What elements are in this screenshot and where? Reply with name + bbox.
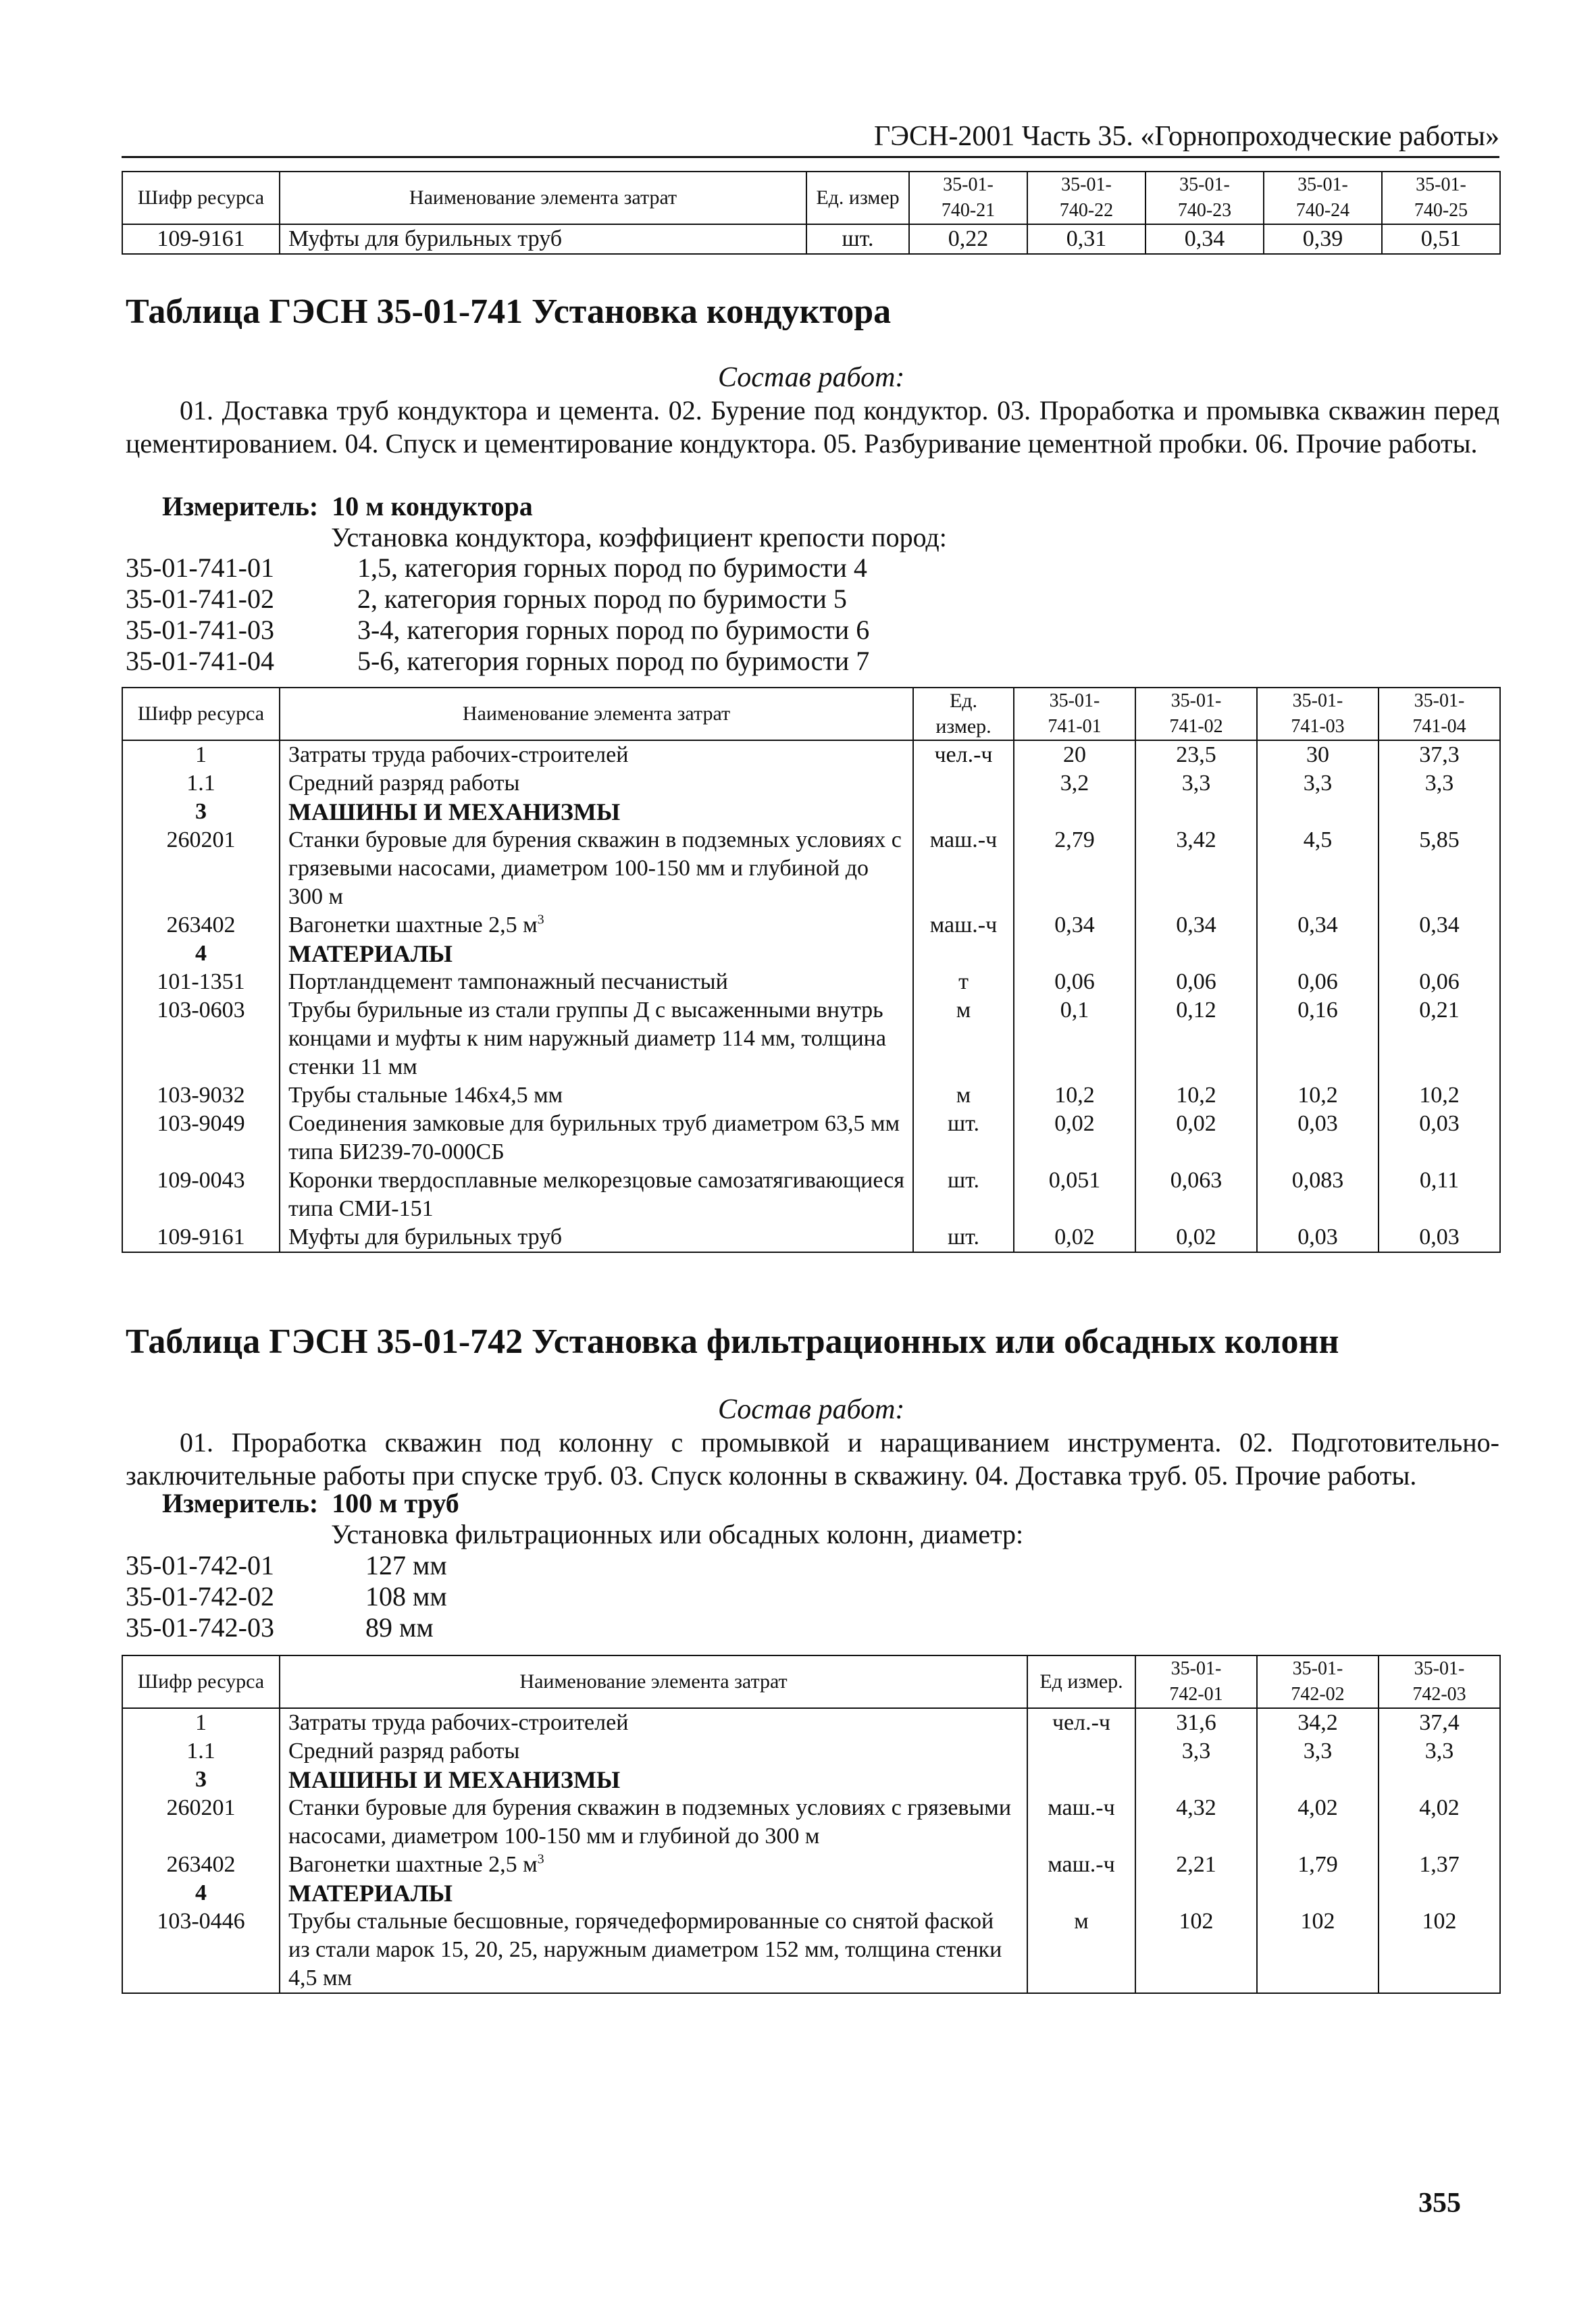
value-cell — [1135, 940, 1257, 968]
table-row — [122, 1110, 1500, 1166]
header-name: Наименование элемента затрат — [280, 172, 806, 224]
header-unit: Ед. измер — [806, 172, 909, 224]
unit-cell — [1027, 1737, 1135, 1766]
resource-code: 109-9161 — [122, 224, 280, 254]
resource-name-text: Соединения замковые для бурильных труб диаметром 63,5 мм типа БИ239-70-000СБ — [288, 1111, 900, 1164]
value-cell: 10,2 — [1379, 1081, 1500, 1110]
resource-name-text: Средний разряд работы — [288, 1739, 520, 1764]
value-cell: 0,11 — [1379, 1166, 1500, 1223]
variant-code: 35-01-741-03 — [126, 615, 274, 645]
resource-code: 1 — [122, 740, 280, 769]
resource-name-text: Трубы бурильные из стали группы Д с высаженными внутрь концами и муфты к ним наружный диаметр 114 мм, толщина стенки 11 мм — [288, 998, 886, 1079]
resource-name-text: Станки буровые для бурения скважин в подземных условиях с грязевыми насосами, диаметром 100-150 мм и глубиной до 300 м — [288, 1795, 1012, 1849]
resource-code: 3 — [122, 798, 280, 826]
measurer-line — [162, 1487, 459, 1519]
resource-code: 103-9032 — [122, 1081, 280, 1110]
table-row — [122, 1907, 1500, 1993]
resource-name-text: Вагонетки шахтные 2,5 м — [288, 1852, 538, 1877]
value-cell: 0,06 — [1135, 968, 1257, 996]
header-variant: 35-01- 741-01 — [1014, 688, 1135, 740]
resource-table-740-continuation — [122, 171, 1501, 255]
resource-name — [280, 968, 913, 996]
resource-name — [280, 1737, 1027, 1766]
table-row — [122, 911, 1500, 940]
value-cell — [1257, 940, 1379, 968]
unit-cell — [1027, 1766, 1135, 1794]
resource-code: 101-1351 — [122, 968, 280, 996]
value-cell — [1135, 798, 1257, 826]
value-cell: 34,2 — [1257, 1708, 1379, 1737]
resource-name — [280, 826, 913, 911]
value-cell: 0,16 — [1257, 996, 1379, 1081]
header-variant: 35-01- 742-01 — [1135, 1655, 1257, 1708]
resource-name-text: Портландцемент тампонажный песчанистый — [288, 969, 728, 994]
page-number: 355 — [1418, 2188, 1461, 2219]
value-cell: 37,4 — [1379, 1708, 1500, 1737]
value-cell: 3,3 — [1257, 769, 1379, 798]
table-row — [122, 740, 1500, 769]
resource-name-text: МАШИНЫ И МЕХАНИЗМЫ — [288, 1766, 621, 1793]
resource-name — [280, 769, 913, 798]
value-cell: 0,02 — [1014, 1223, 1135, 1252]
resource-name — [280, 1708, 1027, 1737]
header-variant: 35-01- 740-25 — [1382, 172, 1500, 224]
unit-cell: чел.-ч — [1027, 1708, 1135, 1737]
resource-name-text: Затраты труда рабочих-строителей — [288, 1710, 629, 1735]
value-cell: 0,03 — [1379, 1223, 1500, 1252]
header-code: Шифр ресурса — [122, 688, 280, 740]
value-cell: 4,02 — [1257, 1794, 1379, 1851]
measurer-value: 10 м кондуктора — [332, 491, 533, 521]
variant-desc: 3-4, категория горных пород по буримости 6 — [357, 615, 870, 645]
resource-code: 263402 — [122, 911, 280, 940]
value-cell: 0,34 — [1145, 224, 1264, 254]
table-row — [122, 996, 1500, 1081]
value-cell: 0,12 — [1135, 996, 1257, 1081]
resource-name — [280, 798, 913, 826]
resource-name — [280, 1851, 1027, 1879]
value-cell: 0,02 — [1135, 1223, 1257, 1252]
resource-code: 260201 — [122, 826, 280, 911]
value-cell — [1014, 798, 1135, 826]
value-cell: 4,5 — [1257, 826, 1379, 911]
resource-name — [280, 1081, 913, 1110]
value-cell: 0,34 — [1379, 911, 1500, 940]
value-cell: 0,51 — [1382, 224, 1500, 254]
section-row — [122, 798, 1500, 826]
value-cell: 0,051 — [1014, 1166, 1135, 1223]
table-row — [122, 769, 1500, 798]
variant-desc: 5-6, категория горных пород по буримости 7 — [357, 646, 870, 676]
table-row — [122, 1708, 1500, 1737]
resource-code: 260201 — [122, 1794, 280, 1851]
value-cell: 0,06 — [1257, 968, 1379, 996]
variant-desc: 127 мм — [365, 1550, 447, 1580]
resource-code: 263402 — [122, 1851, 280, 1879]
variant-heading: Установка фильтрационных или обсадных колонн, диаметр: — [331, 1519, 1024, 1549]
header-unit: Ед измер. — [1027, 1655, 1135, 1708]
resource-code: 3 — [122, 1766, 280, 1794]
value-cell: 10,2 — [1014, 1081, 1135, 1110]
resource-code: 103-0446 — [122, 1907, 280, 1993]
header-variant: 35-01- 741-04 — [1379, 688, 1500, 740]
value-cell: 0,03 — [1257, 1110, 1379, 1166]
value-cell: 3,42 — [1135, 826, 1257, 911]
composition-heading: Состав работ: — [718, 362, 905, 393]
header-variant: 35-01- 740-21 — [909, 172, 1027, 224]
value-cell — [1135, 1879, 1257, 1907]
value-cell: 31,6 — [1135, 1708, 1257, 1737]
table-row — [122, 1081, 1500, 1110]
value-cell: 3,3 — [1257, 1737, 1379, 1766]
value-cell: 0,02 — [1135, 1110, 1257, 1166]
header-variant: 35-01- 740-22 — [1027, 172, 1145, 224]
variant-code: 35-01-741-01 — [126, 552, 274, 583]
value-cell: 3,3 — [1135, 769, 1257, 798]
variant-desc: 1,5, категория горных пород по буримости 4 — [357, 552, 867, 583]
composition-heading: Состав работ: — [718, 1394, 905, 1425]
resource-code: 103-0603 — [122, 996, 280, 1081]
value-cell: 4,32 — [1135, 1794, 1257, 1851]
unit-cell: шт. — [806, 224, 909, 254]
value-cell: 30 — [1257, 740, 1379, 769]
superscript: 3 — [537, 1851, 544, 1867]
resource-name — [280, 1794, 1027, 1851]
value-cell: 102 — [1257, 1907, 1379, 1993]
resource-code: 4 — [122, 1879, 280, 1907]
resource-table-742 — [122, 1655, 1501, 1994]
resource-code: 1.1 — [122, 1737, 280, 1766]
header-variant: 35-01- 740-24 — [1264, 172, 1382, 224]
value-cell: 10,2 — [1257, 1081, 1379, 1110]
value-cell: 0,39 — [1264, 224, 1382, 254]
unit-cell — [913, 769, 1014, 798]
value-cell — [1379, 798, 1500, 826]
unit-cell: м — [913, 1081, 1014, 1110]
section-row — [122, 1879, 1500, 1907]
variant-heading: Установка кондуктора, коэффициент крепости пород: — [331, 522, 947, 552]
header-code: Шифр ресурса — [122, 172, 280, 224]
value-cell: 23,5 — [1135, 740, 1257, 769]
unit-cell: шт. — [913, 1166, 1014, 1223]
table-row — [122, 1794, 1500, 1851]
table-742-title: Таблица ГЭСН 35-01-742 Установка фильтрационных или обсадных колонн — [126, 1322, 1339, 1361]
resource-name — [280, 911, 913, 940]
value-cell: 20 — [1014, 740, 1135, 769]
resource-name-text: МАШИНЫ И МЕХАНИЗМЫ — [288, 798, 621, 825]
value-cell: 3,3 — [1379, 1737, 1500, 1766]
header-variant: 35-01- 742-02 — [1257, 1655, 1379, 1708]
measurer-label: Измеритель: — [162, 1488, 319, 1518]
value-cell: 1,37 — [1379, 1851, 1500, 1879]
value-cell: 3,3 — [1379, 769, 1500, 798]
resource-name — [280, 1110, 913, 1166]
resource-name — [280, 740, 913, 769]
variant-code: 35-01-742-02 — [126, 1581, 274, 1612]
resource-name-text: Вагонетки шахтные 2,5 м — [288, 912, 538, 937]
resource-name-text: МАТЕРИАЛЫ — [288, 940, 453, 967]
resource-name — [280, 1879, 1027, 1907]
value-cell — [1257, 1766, 1379, 1794]
resource-name — [280, 1223, 913, 1252]
composition-text: 01. Проработка скважин под колонну с промывкой и наращиванием инструмента. 02. Подготовительно-заключительные работы при спуске труб. 03. Спуск колонны в скважину. 04. Доставка труб. 05. Прочие работы. — [126, 1427, 1499, 1491]
unit-cell: маш.-ч — [913, 826, 1014, 911]
value-cell — [1257, 798, 1379, 826]
variant-code: 35-01-742-01 — [126, 1550, 274, 1580]
header-code: Шифр ресурса — [122, 1655, 280, 1708]
value-cell: 5,85 — [1379, 826, 1500, 911]
value-cell: 0,06 — [1379, 968, 1500, 996]
table-row — [122, 1223, 1500, 1252]
resource-name-text: Муфты для бурильных труб — [288, 226, 563, 251]
value-cell: 3,3 — [1135, 1737, 1257, 1766]
value-cell: 10,2 — [1135, 1081, 1257, 1110]
variant-desc: 2, категория горных пород по буримости 5 — [357, 584, 847, 614]
unit-cell: маш.-ч — [1027, 1851, 1135, 1879]
unit-cell — [913, 940, 1014, 968]
resource-table-741 — [122, 687, 1501, 1253]
value-cell: 0,22 — [909, 224, 1027, 254]
variant-code: 35-01-742-03 — [126, 1612, 274, 1643]
value-cell: 0,063 — [1135, 1166, 1257, 1223]
unit-cell: м — [913, 996, 1014, 1081]
header-variant: 35-01- 741-03 — [1257, 688, 1379, 740]
resource-name — [280, 996, 913, 1081]
value-cell: 3,2 — [1014, 769, 1135, 798]
header-rule — [122, 156, 1499, 158]
value-cell: 2,21 — [1135, 1851, 1257, 1879]
measurer-label: Измеритель: — [162, 491, 319, 521]
header-unit: Ед. измер. — [913, 688, 1014, 740]
header-variant: 35-01- 742-03 — [1379, 1655, 1500, 1708]
value-cell: 0,1 — [1014, 996, 1135, 1081]
table-row — [122, 968, 1500, 996]
value-cell: 0,03 — [1379, 1110, 1500, 1166]
resource-name — [280, 1907, 1027, 1993]
table-row — [122, 1166, 1500, 1223]
section-row — [122, 940, 1500, 968]
variant-code: 35-01-741-02 — [126, 584, 274, 614]
value-cell: 0,06 — [1014, 968, 1135, 996]
unit-cell — [913, 798, 1014, 826]
value-cell: 0,083 — [1257, 1166, 1379, 1223]
value-cell — [1135, 1766, 1257, 1794]
unit-cell: маш.-ч — [913, 911, 1014, 940]
resource-code: 109-9161 — [122, 1223, 280, 1252]
value-cell — [1014, 940, 1135, 968]
unit-cell: шт. — [913, 1110, 1014, 1166]
unit-cell: шт. — [913, 1223, 1014, 1252]
variant-code: 35-01-741-04 — [126, 646, 274, 676]
value-cell: 102 — [1135, 1907, 1257, 1993]
table-row — [122, 224, 1500, 254]
value-cell — [1379, 1766, 1500, 1794]
section-row — [122, 1766, 1500, 1794]
resource-code: 109-0043 — [122, 1166, 280, 1223]
value-cell — [1257, 1879, 1379, 1907]
running-header: ГЭСН-2001 Часть 35. «Горнопроходческие работы» — [874, 121, 1499, 152]
value-cell: 0,02 — [1014, 1110, 1135, 1166]
value-cell: 102 — [1379, 1907, 1500, 1993]
resource-code: 4 — [122, 940, 280, 968]
resource-name — [280, 1766, 1027, 1794]
table-row — [122, 1737, 1500, 1766]
resource-name — [280, 1166, 913, 1223]
value-cell — [1379, 1879, 1500, 1907]
header-name: Наименование элемента затрат — [280, 688, 913, 740]
resource-code: 1 — [122, 1708, 280, 1737]
resource-code: 1.1 — [122, 769, 280, 798]
value-cell — [1379, 940, 1500, 968]
unit-cell: т — [913, 968, 1014, 996]
value-cell: 0,31 — [1027, 224, 1145, 254]
variant-desc: 89 мм — [365, 1612, 434, 1643]
measurer-value: 100 м труб — [332, 1488, 459, 1518]
resource-name-text: Затраты труда рабочих-строителей — [288, 742, 629, 767]
header-name: Наименование элемента затрат — [280, 1655, 1027, 1708]
variant-desc: 108 мм — [365, 1581, 447, 1612]
resource-code: 103-9049 — [122, 1110, 280, 1166]
value-cell: 0,34 — [1135, 911, 1257, 940]
value-cell: 37,3 — [1379, 740, 1500, 769]
value-cell: 0,21 — [1379, 996, 1500, 1081]
superscript: 3 — [537, 912, 544, 927]
composition-text: 01. Доставка труб кондуктора и цемента. 02. Бурение под кондуктор. 03. Проработка и промывка скважин перед цементированием. 04. Спуск и цементирование кондуктора. 05. Разбуривание цементной пробки. 06. Прочие работы. — [126, 395, 1499, 459]
value-cell: 2,79 — [1014, 826, 1135, 911]
header-variant: 35-01- 741-02 — [1135, 688, 1257, 740]
header-variant: 35-01- 740-23 — [1145, 172, 1264, 224]
resource-name-text: Трубы стальные 146х4,5 мм — [288, 1083, 563, 1108]
resource-name-text: Трубы стальные бесшовные, горячедеформированные со снятой фаской из стали марок 15, 20, 25, наружным диаметром 152 мм, толщина стенки 4,5 мм — [288, 1909, 1002, 1990]
resource-name — [280, 940, 913, 968]
unit-cell: чел.-ч — [913, 740, 1014, 769]
resource-name — [280, 224, 806, 254]
resource-name-text: Станки буровые для бурения скважин в подземных условиях с грязевыми насосами, диаметром 100-150 мм и глубиной до 300 м — [288, 827, 902, 909]
table-row — [122, 1851, 1500, 1879]
unit-cell: м — [1027, 1907, 1135, 1993]
value-cell: 0,03 — [1257, 1223, 1379, 1252]
table-row — [122, 826, 1500, 911]
resource-name-text: Муфты для бурильных труб — [288, 1225, 563, 1250]
resource-name-text: МАТЕРИАЛЫ — [288, 1880, 453, 1907]
resource-name-text: Коронки твердосплавные мелкорезцовые самозатягивающиеся типа СМИ-151 — [288, 1168, 904, 1221]
value-cell: 4,02 — [1379, 1794, 1500, 1851]
table-741-title: Таблица ГЭСН 35-01-741 Установка кондуктора — [126, 292, 892, 331]
measurer-line — [162, 490, 533, 522]
value-cell: 0,34 — [1014, 911, 1135, 940]
resource-name-text: Средний разряд работы — [288, 771, 520, 796]
value-cell: 1,79 — [1257, 1851, 1379, 1879]
unit-cell — [1027, 1879, 1135, 1907]
unit-cell: маш.-ч — [1027, 1794, 1135, 1851]
value-cell: 0,34 — [1257, 911, 1379, 940]
